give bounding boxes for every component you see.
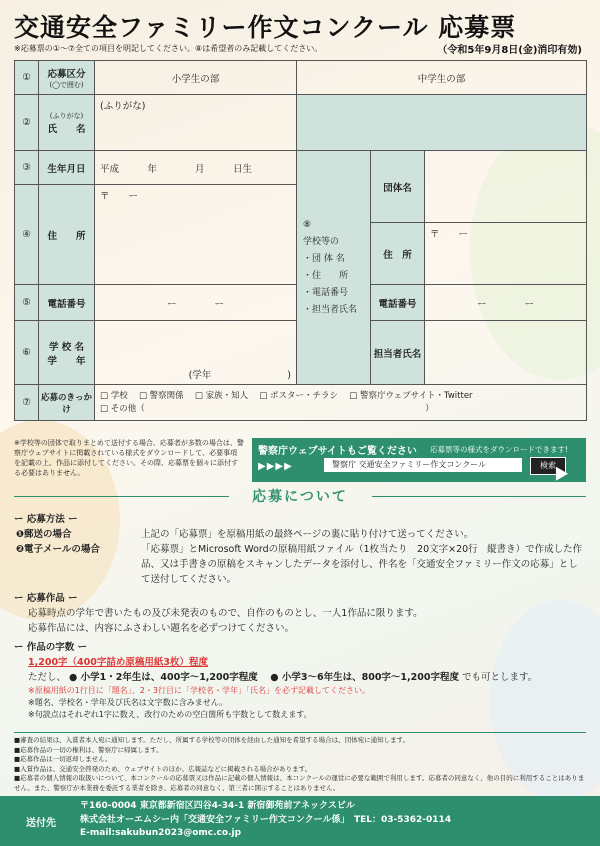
school-label — [39, 321, 95, 385]
count-text: でも可とします。 — [462, 672, 538, 683]
org-phone-field[interactable]: ー ー — [425, 285, 587, 321]
website-title: 警察庁ウェブサイトもご覧ください — [258, 446, 417, 457]
row-number: ① — [15, 61, 39, 95]
note-item: ■応募作品の一切の権利は、警察庁に帰属します。 — [14, 745, 163, 754]
website-subtitle: 応募票等の様式をダウンロードできます! — [430, 445, 569, 454]
count-grade12: ● 小学1・2年生は、400字〜1,200字程度 — [69, 672, 258, 683]
website-banner — [252, 438, 586, 482]
note-item: ■応募作品は一切返却しません。 — [14, 755, 112, 763]
group-submission-note: ※学校等の団体で取りまとめて送付する場合、応募者が多数の場合は、警察庁ウェブサイトに掲載されている様式をダウンロードして、必要事項を記載の上、作品に添付してください。その際、応募票を個々に添付する必要はありません。 — [14, 439, 244, 477]
name-field[interactable] — [95, 95, 297, 151]
count-note: ※句読点はそれぞれ1字に数え、改行のための空白箇所も字数として数えます。 — [28, 710, 312, 719]
footer-label: 送付先 — [26, 818, 56, 829]
row-number: ② — [15, 95, 39, 151]
work-text: 応募作品には、内容にふさわしい題名を必ずつけてください。 — [28, 623, 295, 634]
birthdate-label: 生年月日 — [39, 151, 95, 185]
form-instruction: ※応募票の①〜⑦全ての項目を明記してください。⑧は希望者のみ記載してください。 — [14, 44, 323, 53]
category-label-text: 応募区分 — [47, 68, 86, 80]
method-mail — [14, 542, 586, 587]
row-number: ⑥ — [15, 321, 39, 385]
contact-person-label: 担当者氏名 — [371, 321, 425, 385]
count-exception — [14, 670, 586, 685]
org-name-label: 団体名 — [371, 151, 425, 223]
footer — [0, 796, 600, 846]
section8-item: ・団 体 名 — [303, 253, 345, 264]
org-phone-label: 電話番号 — [371, 285, 425, 321]
method-post — [14, 527, 586, 542]
count-main: 1,200字（400字詰め原稿用紙3枚）程度 — [28, 657, 208, 668]
option-website[interactable]: □ 警察庁ウェブサイト・Twitter — [349, 390, 473, 401]
option-family[interactable]: □ 家族・知人 — [194, 390, 249, 401]
work-text: 応募時点の学年で書いたもの及び未発表のもので、自作のものとし、一人1作品に限ります。 — [28, 608, 423, 619]
section-title: 応募について — [252, 489, 348, 505]
company-line: 株式会社オーエムシー内「交通安全ファミリー作文コンクール係」 TEL：03-5362-0114 — [80, 814, 452, 825]
section8-group-label — [297, 151, 371, 385]
address-field[interactable] — [95, 185, 297, 285]
note-item: ■応募者の個人情報の取扱いについて、本コンクールの応募票又は作品に記載の個人情報は、本コンクールの運営に必要な範囲で利用します。応募者の同意なく、他の目的に利用することはありません。また、警察庁が本業務を委託する業者を除き、応募者の同意なく、第三者に開示することはありません。 — [14, 774, 585, 792]
trigger-options — [95, 385, 587, 421]
phone-label: 電話番号 — [39, 285, 95, 321]
method-mail-label: ❷電子メールの場合 — [16, 544, 100, 555]
row-number: ⑧ — [303, 219, 312, 230]
entry-form — [14, 60, 587, 421]
notes — [14, 736, 586, 793]
count-note: ※題名、学校名・学年及び氏名は文字数に含みません。 — [28, 698, 228, 707]
org-name-field[interactable] — [425, 151, 587, 223]
arrow-icon: ▶▶▶▶ — [258, 461, 293, 472]
method-mail-text: 「応募票」とMicrosoft Wordの原稿用紙ファイル（1枚当たり 20文字×20行 縦書き）で作成した作品、又は手書きの原稿をスキャンしたデータを添付し、件名を「交通安全ファミリー作文の応募」として送付してください。 — [141, 544, 583, 585]
section8-item: ・住 所 — [303, 270, 349, 281]
grade-field: (学年 ) — [188, 370, 291, 381]
divider — [14, 732, 586, 733]
contact-person-field[interactable] — [425, 321, 587, 385]
search-input[interactable]: 警察庁 交通安全ファミリー作文コンクール — [324, 458, 522, 472]
org-address-field[interactable] — [425, 223, 587, 285]
option-poster[interactable]: □ ポスター・チラシ — [259, 390, 339, 401]
method-heading: ー 応募方法 ー — [14, 514, 78, 525]
category-elementary[interactable]: 小学生の部 — [95, 61, 297, 95]
deadline: （令和5年9月8日(金)消印有効) — [437, 45, 582, 56]
birthdate-field[interactable]: 平成 年 月 日生 — [95, 151, 297, 185]
trigger-label: 応募のきっかけ — [39, 385, 95, 421]
furigana-field: (ふりがな) — [100, 101, 146, 112]
org-address-label: 住 所 — [371, 223, 425, 285]
row-number: ⑦ — [15, 385, 39, 421]
option-other[interactable]: □ その他（ ） — [100, 403, 434, 414]
name-label — [39, 95, 95, 151]
row-number: ④ — [15, 185, 39, 285]
name-label-text: 氏 名 — [47, 123, 86, 135]
postal-mark: 〒 ー — [430, 229, 469, 240]
phone-field[interactable]: ー ー — [95, 285, 297, 321]
option-police[interactable]: □ 警察関係 — [138, 390, 184, 401]
option-school[interactable]: □ 学校 — [100, 390, 128, 401]
guidelines — [14, 508, 586, 721]
method-post-text: 上記の「応募票」を原稿用紙の最終ページの裏に貼り付けて送ってください。 — [141, 529, 474, 540]
section8-item: ・電話番号 — [303, 287, 349, 298]
grade-label-text: 学 年 — [47, 355, 86, 367]
footer-address — [80, 800, 451, 841]
postal-mark: 〒 ー — [100, 191, 139, 202]
count-heading: ー 作品の字数 ー — [14, 642, 88, 653]
category-label-sub: (◯で囲む) — [49, 80, 84, 89]
address-line: 〒160-0004 東京都新宿区四谷4-34-1 新宿御苑前アネックスビル — [80, 801, 355, 811]
school-field[interactable] — [95, 321, 297, 385]
school-label-text: 学 校 名 — [48, 341, 85, 353]
furigana-label: (ふりがな) — [49, 111, 84, 120]
row-number: ③ — [15, 151, 39, 185]
count-text: ただし、 — [28, 672, 67, 683]
section8-item: ・担当者氏名 — [303, 304, 358, 315]
search-button[interactable]: 検索 — [530, 457, 566, 475]
email-link[interactable]: E-mail:sakubun2023@omc.co.jp — [80, 828, 242, 838]
method-post-label: ❶郵送の場合 — [16, 529, 72, 540]
address-label: 住 所 — [39, 185, 95, 285]
category-junior-high[interactable]: 中学生の部 — [297, 61, 587, 95]
count-grade36: ● 小学3〜6年生は、800字〜1,200字程度 — [270, 672, 459, 683]
note-item: ■入賞作品は、交通安全啓発のため、ウェブサイトのほか、広報誌などに掲載される場合があります。 — [14, 764, 312, 773]
section8-title: 学校等の — [303, 236, 340, 247]
category-label — [39, 61, 95, 95]
work-heading: ー 応募作品 ー — [14, 593, 78, 604]
section8-note — [297, 95, 587, 151]
page-title: 交通安全ファミリー作文コンクール 応募票 — [14, 13, 517, 42]
count-note: ※原稿用紙の1行目に「題名」、2・3行目に「学校名・学年」「氏名」を必ず記載してください。 — [28, 686, 370, 695]
note-item: ■審査の結果は、入賞者本人宛に通知します。ただし、所属する学校等の団体を経由した通知を希望する場合は、団体宛に通知します。 — [14, 736, 410, 744]
row-number: ⑤ — [15, 285, 39, 321]
